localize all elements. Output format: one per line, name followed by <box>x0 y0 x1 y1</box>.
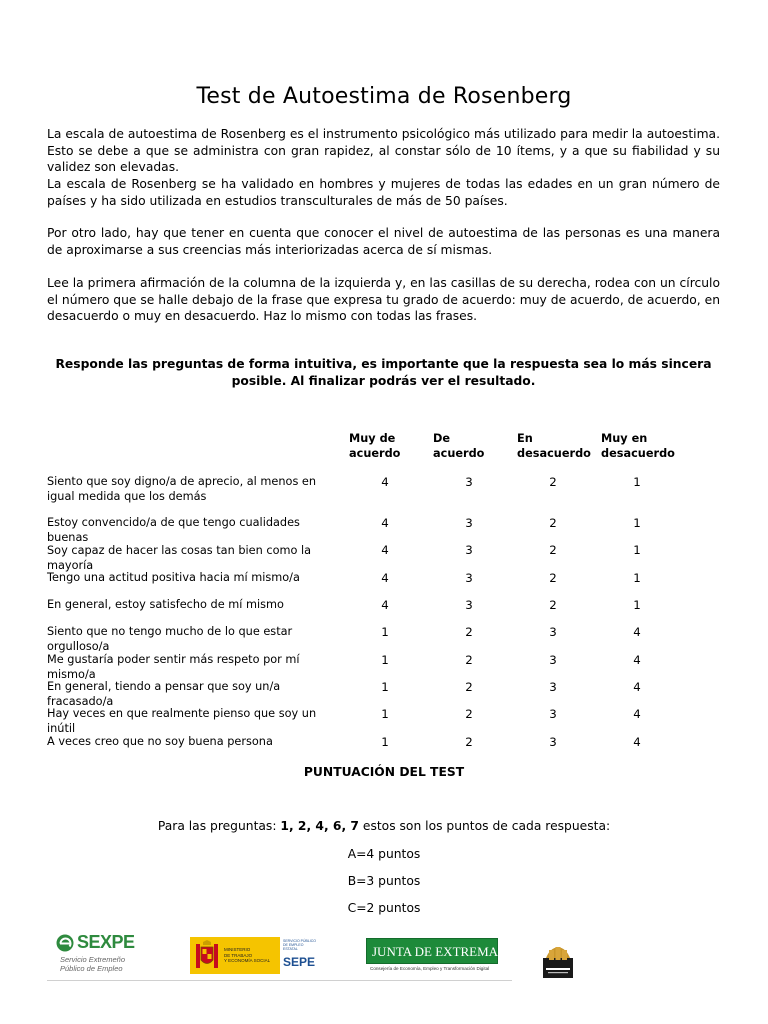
instructions-paragraph: Lee la primera afirmación de la columna de la izquierda y, en las casillas de su derecha, rodea con un círculo el número que se halle debajo de la frase que expresa tu grado de acuerdo: muy de acuerdo, de acuerdo, en desacuerdo o muy en desacuerdo. Haz lo mismo con todas las frases. <box>47 276 720 323</box>
statement-label: Siento que no tengo mucho de lo que estar orgulloso/a <box>47 625 293 653</box>
score-muy-en-desacuerdo[interactable]: 1 <box>633 571 641 585</box>
score-muy-de-acuerdo[interactable]: 4 <box>381 475 389 489</box>
emblem-icon <box>542 944 574 980</box>
score-muy-de-acuerdo[interactable]: 1 <box>381 707 389 721</box>
score-en-desacuerdo[interactable]: 2 <box>549 571 557 585</box>
score-muy-de-acuerdo[interactable]: 4 <box>381 543 389 557</box>
score-de-acuerdo[interactable]: 2 <box>465 680 473 694</box>
header-muy-de-acuerdo: Muy de acuerdo <box>349 432 401 460</box>
score-en-desacuerdo[interactable]: 2 <box>549 543 557 557</box>
score-muy-de-acuerdo[interactable]: 1 <box>381 735 389 749</box>
header-muy-en-desacuerdo: Muy en desacuerdo <box>601 432 675 460</box>
ministry-line: MINISTERIO <box>224 947 251 952</box>
sepe-name: SEPE <box>283 955 316 969</box>
statement-label: Estoy convencido/a de que tengo cualidades buenas <box>47 516 300 544</box>
spain-coat-of-arms-icon <box>194 940 220 971</box>
statement-label: Tengo una actitud positiva hacia mí mismo/a <box>47 571 300 584</box>
ministry-line: DE TRABAJO <box>224 952 253 958</box>
score-en-desacuerdo[interactable]: 3 <box>549 625 557 639</box>
junta-banner <box>366 938 535 964</box>
score-de-acuerdo[interactable]: 2 <box>465 653 473 667</box>
score-de-acuerdo[interactable]: 3 <box>465 475 473 489</box>
score-muy-en-desacuerdo[interactable]: 4 <box>633 680 641 694</box>
score-muy-en-desacuerdo[interactable]: 4 <box>633 653 641 667</box>
score-en-desacuerdo[interactable]: 2 <box>549 475 557 489</box>
ministry-sepe-logo <box>190 937 318 974</box>
score-muy-de-acuerdo[interactable]: 1 <box>381 653 389 667</box>
statement-label: Soy capaz de hacer las cosas tan bien como la mayoría <box>47 544 312 572</box>
score-en-desacuerdo[interactable]: 3 <box>549 735 557 749</box>
scoring-intro-prefix: Para las preguntas: <box>157 819 281 833</box>
score-de-acuerdo[interactable]: 2 <box>465 707 473 721</box>
sepe-small-text: SERVICIO PÚBLICO DE EMPLEO ESTATAL <box>283 939 317 951</box>
score-muy-de-acuerdo[interactable]: 4 <box>381 516 389 530</box>
header-en-desacuerdo: En desacuerdo <box>517 432 591 460</box>
sexpe-name: SEXPE <box>77 932 135 952</box>
answer-instruction: Responde las preguntas de forma intuitiva, es importante que la respuesta sea lo más sincera posible. Al finalizar podrás ver el resultado. <box>55 357 712 388</box>
score-muy-en-desacuerdo[interactable]: 4 <box>633 625 641 639</box>
sexpe-logo <box>55 932 155 976</box>
score-muy-en-desacuerdo[interactable]: 1 <box>633 598 641 612</box>
score-muy-en-desacuerdo[interactable]: 1 <box>633 543 641 557</box>
score-de-acuerdo[interactable]: 3 <box>465 598 473 612</box>
statement-label: En general, tiendo a pensar que soy un/a fracasado/a <box>47 680 281 708</box>
score-muy-en-desacuerdo[interactable]: 1 <box>633 475 641 489</box>
score-muy-en-desacuerdo[interactable]: 4 <box>633 707 641 721</box>
scoring-intro-suffix: estos son los puntos de cada respuesta: <box>358 819 611 833</box>
statement-label: A veces creo que no soy buena persona <box>47 735 273 748</box>
score-de-acuerdo[interactable]: 3 <box>465 571 473 585</box>
score-de-acuerdo[interactable]: 2 <box>465 625 473 639</box>
scoring-question-numbers: 1, 2, 4, 6, 7 <box>280 819 359 833</box>
score-en-desacuerdo[interactable]: 3 <box>549 653 557 667</box>
emblem-logo <box>542 944 574 980</box>
validation-paragraph: La escala de Rosenberg se ha validado en hombres y mujeres de todas las edades en un gran número de países y ha sido utilizada en estudios transculturales de más de 50 países. <box>47 177 720 208</box>
score-muy-en-desacuerdo[interactable]: 1 <box>633 516 641 530</box>
page-title: Test de Autoestima de Rosenberg <box>196 84 572 109</box>
junta-name: JUNTA DE EXTREMADURA <box>372 944 535 959</box>
context-paragraph: Por otro lado, hay que tener en cuenta que conocer el nivel de autoestima de las personas es una manera de aproximarse a sus creencias más interiorizadas acerca de sí mismas. <box>47 226 720 257</box>
scoring-intro <box>0 819 768 833</box>
footer-divider <box>47 980 512 981</box>
statement-label: Me gustaría poder sentir más respeto por mí mismo/a <box>47 653 300 681</box>
statement-label: Hay veces en que realmente pienso que soy un inútil <box>47 707 317 735</box>
score-muy-de-acuerdo[interactable]: 1 <box>381 625 389 639</box>
ministry-text <box>224 947 270 964</box>
sexpe-subtitle <box>60 955 125 973</box>
statement-label: En general, estoy satisfecho de mí mismo <box>47 598 284 611</box>
score-muy-de-acuerdo[interactable]: 4 <box>381 571 389 585</box>
sepe-box <box>280 937 318 974</box>
score-en-desacuerdo[interactable]: 3 <box>549 707 557 721</box>
intro-paragraph: La escala de autoestima de Rosenberg es el instrumento psicológico más utilizado para medir la autoestima. Esto se debe a que se administra con gran rapidez, al constar sólo de 10 ítems, y a que su fiabilidad y su validez son elevadas. <box>47 127 720 174</box>
scoring-title: PUNTUACIÓN DEL TEST <box>303 765 465 779</box>
score-de-acuerdo[interactable]: 2 <box>465 735 473 749</box>
points-b: B=3 puntos <box>347 874 421 888</box>
score-en-desacuerdo[interactable]: 2 <box>549 516 557 530</box>
junta-subtitle: Consejería de Economía, Empleo y Transformación Digital <box>370 966 490 971</box>
ministry-line: Y ECONOMÍA SOCIAL <box>224 958 271 963</box>
junta-extremadura-logo <box>366 938 535 976</box>
score-muy-de-acuerdo[interactable]: 1 <box>381 680 389 694</box>
score-de-acuerdo[interactable]: 3 <box>465 543 473 557</box>
points-c: C=2 puntos <box>347 901 421 915</box>
sexpe-subtitle-line: Público de Empleo <box>60 964 123 973</box>
points-a: A=4 puntos <box>347 847 421 861</box>
sexpe-subtitle-line: Servicio Extremeño <box>60 955 126 964</box>
score-en-desacuerdo[interactable]: 3 <box>549 680 557 694</box>
score-en-desacuerdo[interactable]: 2 <box>549 598 557 612</box>
score-de-acuerdo[interactable]: 3 <box>465 516 473 530</box>
header-de-acuerdo: De acuerdo <box>433 432 485 460</box>
score-muy-en-desacuerdo[interactable]: 4 <box>633 735 641 749</box>
score-muy-de-acuerdo[interactable]: 4 <box>381 598 389 612</box>
statement-label: Siento que soy digno/a de aprecio, al menos en igual medida que los demás <box>47 475 317 503</box>
